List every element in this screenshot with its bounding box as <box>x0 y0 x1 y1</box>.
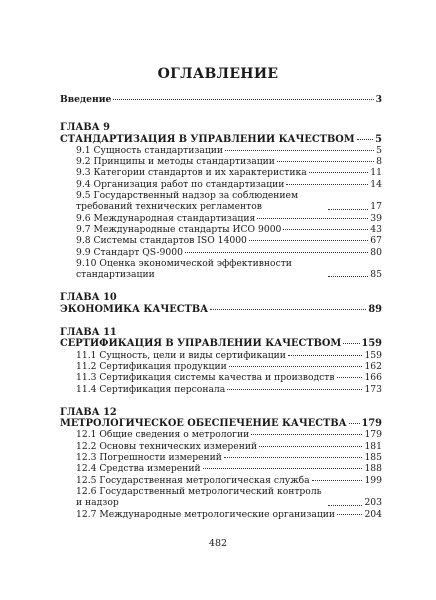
section-page: 5 <box>376 144 382 156</box>
section-page: 159 <box>364 349 382 361</box>
section-page: 188 <box>364 463 382 475</box>
section-entry[interactable] <box>60 224 382 235</box>
section-entry[interactable] <box>60 190 382 213</box>
dot-leader <box>337 377 363 378</box>
section-page: 166 <box>364 372 382 384</box>
section-entry[interactable] <box>60 452 382 463</box>
section-page: 204 <box>364 508 382 520</box>
section-title: 9.5 Государственный надзор за соблюдением требований технических регламентов <box>76 190 299 213</box>
chapter-entry[interactable] <box>60 418 382 429</box>
section-title: 12.1 Общие сведения о метрологии <box>76 429 250 441</box>
chapter-label: ГЛАВА 9 <box>60 122 110 134</box>
section-entry[interactable] <box>60 350 382 361</box>
dot-leader <box>309 172 369 173</box>
dot-leader <box>277 161 374 162</box>
dot-leader <box>225 150 374 151</box>
section-title: 12.6 Государственный метрологический контроль и надзор <box>76 485 322 509</box>
section-title: 11.1 Сущность, цели и виды сертификации <box>76 349 286 361</box>
section-title: 12.2 Основы технических измерений <box>76 440 258 452</box>
dot-leader <box>337 514 362 515</box>
section-page: 8 <box>376 156 382 168</box>
chapter-label: ГЛАВА 12 <box>60 406 117 418</box>
table-of-contents <box>60 94 382 520</box>
section-entry[interactable] <box>60 179 382 190</box>
page-title: ОГЛАВЛЕНИЕ <box>157 66 279 82</box>
section-title: 9.6 Международная стандартизация <box>76 212 256 224</box>
chapter-page: 179 <box>361 418 382 430</box>
dot-leader <box>328 505 362 506</box>
section-title: 12.7 Международные метрологические организации <box>76 508 336 520</box>
section-page: 162 <box>364 360 382 372</box>
section-entry[interactable] <box>60 372 382 383</box>
section-page: 67 <box>370 235 382 247</box>
section-page: 80 <box>370 246 382 258</box>
chapter-page: 89 <box>368 303 382 315</box>
section-title: 12.4 Средства измерений <box>76 463 201 475</box>
section-page: 185 <box>364 452 382 464</box>
section-page: 199 <box>364 474 382 486</box>
section-title: 9.8 Системы стандартов ISO 14000 <box>76 235 247 247</box>
section-page: 39 <box>370 212 382 224</box>
chapters-list <box>60 122 382 520</box>
dot-leader <box>357 139 374 140</box>
section-page: 179 <box>364 429 382 441</box>
dot-leader <box>328 209 368 210</box>
section-page: 43 <box>370 223 382 235</box>
dot-leader <box>210 309 366 310</box>
dot-leader <box>283 229 368 230</box>
section-title: 11.3 Сертификация системы качества и производств <box>76 372 335 384</box>
section-title: 11.4 Сертификация персонала <box>76 383 226 395</box>
section-page: 14 <box>370 178 382 190</box>
section-entry[interactable] <box>60 167 382 178</box>
chapter-title: МЕТРОЛОГИЧЕСКОЕ ОБЕСПЕЧЕНИЕ КАЧЕСТВА <box>60 418 347 430</box>
section-entry[interactable] <box>60 486 382 509</box>
section-title: 9.3 Категории стандартов и их характеристика <box>76 167 307 179</box>
section-page: 203 <box>364 497 382 509</box>
dot-leader <box>203 468 363 469</box>
dot-leader <box>113 99 373 100</box>
section-title: 11.2 Сертификация продукции <box>76 360 227 372</box>
section-entry[interactable] <box>60 475 382 486</box>
section-entry[interactable] <box>60 258 382 281</box>
section-page: 173 <box>364 383 382 395</box>
section-title: 9.4 Организация работ по стандартизации <box>76 178 285 190</box>
section-title: 9.9 Стандарт QS-9000 <box>76 246 183 258</box>
chapter-page: 5 <box>375 133 382 145</box>
dot-leader <box>259 446 362 447</box>
section-entry[interactable] <box>60 235 382 246</box>
section-title: 9.2 Принципы и методы стандартизации <box>76 156 275 168</box>
chapter-title: ЭКОНОМИКА КАЧЕСТВА <box>60 303 209 315</box>
section-title: 12.3 Погрешности измерений <box>76 452 222 464</box>
dot-leader <box>224 457 363 458</box>
section-entry[interactable] <box>60 156 382 167</box>
dot-leader <box>286 184 368 185</box>
dot-leader <box>249 240 368 241</box>
toc-entry-page: 3 <box>375 94 382 105</box>
dot-leader <box>349 423 360 424</box>
dot-leader <box>328 276 368 277</box>
dot-leader <box>343 343 359 344</box>
section-page: 11 <box>370 167 382 179</box>
section-title: 9.1 Сущность стандартизации <box>76 144 224 156</box>
dot-leader <box>257 218 368 219</box>
section-title: 9.10 Оценка экономической эффективности стандартизации <box>76 257 292 281</box>
section-entry[interactable] <box>60 463 382 474</box>
section-title: 9.7 Международные стандарты ИСО 9000 <box>76 223 282 235</box>
dot-leader <box>185 252 368 253</box>
section-page: 85 <box>370 269 382 281</box>
section-entry[interactable] <box>60 145 382 156</box>
section-page: 181 <box>364 440 382 452</box>
section-entry[interactable] <box>60 441 382 452</box>
section-entry[interactable] <box>60 361 382 372</box>
chapter-label: ГЛАВА 10 <box>60 292 117 304</box>
page-number: 482 <box>208 538 228 549</box>
section-entry[interactable] <box>60 247 382 258</box>
section-entry[interactable] <box>60 384 382 395</box>
toc-entry-intro[interactable] <box>60 94 382 105</box>
dot-leader <box>312 480 363 481</box>
section-entry[interactable] <box>60 509 382 520</box>
section-page: 17 <box>370 201 382 213</box>
chapter-entry[interactable] <box>60 134 382 145</box>
dot-leader <box>288 355 363 356</box>
section-title: 12.5 Государственная метрологическая служба <box>76 474 310 486</box>
section-entry[interactable] <box>60 213 382 224</box>
section-entry[interactable] <box>60 429 382 440</box>
dot-leader <box>229 366 363 367</box>
dot-leader <box>227 389 362 390</box>
chapter-entry[interactable] <box>60 338 382 349</box>
chapter-title: СЕРТИФИКАЦИЯ В УПРАВЛЕНИИ КАЧЕСТВОМ <box>60 338 342 350</box>
chapter-entry[interactable] <box>60 304 382 315</box>
chapter-label: ГЛАВА 11 <box>60 327 117 339</box>
chapter-page: 159 <box>361 338 382 350</box>
dot-leader <box>251 434 362 435</box>
toc-entry-title: Введение <box>60 94 112 105</box>
chapter-title: СТАНДАРТИЗАЦИЯ В УПРАВЛЕНИИ КАЧЕСТВОМ <box>60 133 355 145</box>
